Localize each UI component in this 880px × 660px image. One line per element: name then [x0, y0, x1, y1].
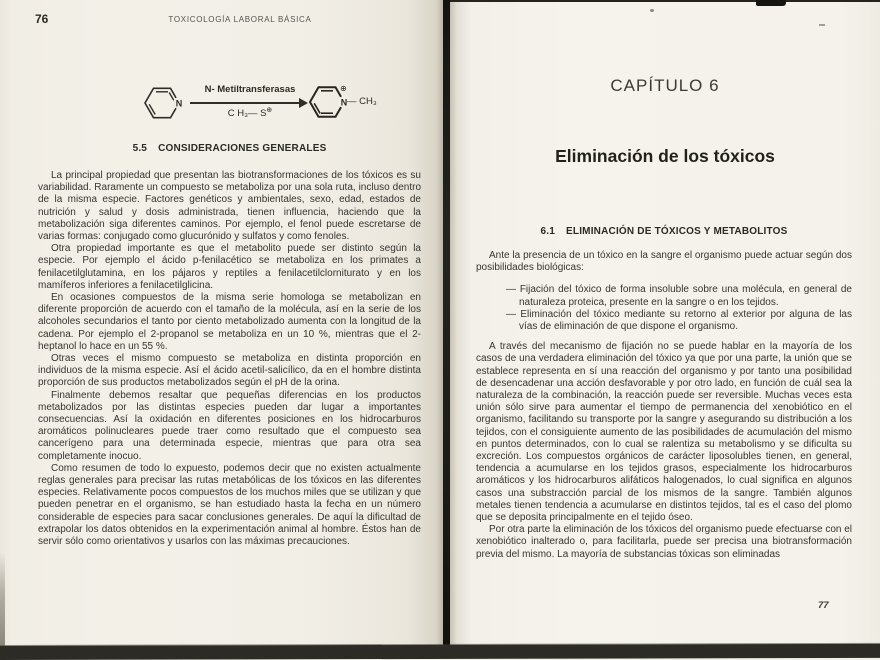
paragraph: A través del mecanismo de fijación no se puede hablar en la mayoría de los casos de una verdadera eliminación del tóxico ya que por una parte, la unión que se establece representa en sí una reacción del organismo y por tanto una posibilidad de desencadenar una acción desfavorable y por otro lado, en función de cuál sea la naturaleza de la combinación, la reacción puede ser reversible. Muchas veces esta unión sólo sirve para aumentar el tiempo de permanencia del xenobiótico en el organismo, facilitando su transporte por la sangre y asegurando su distribución a los tejidos, con el consiguiente aumento de las posibilidades de acumulación del mismo en puntos determinados, con lo cual se ralentiza su metabolismo y se dificulta su excreción. Los compuestos orgánicos de carácter liposolubles tienen, en general, tendencia a acumularse en los tejidos grasos, especialmente los hidrocarburos aromáticos y los hidrocarburos alifáticos halogenados, lo cual significa en algunos casos una substracción parcial de los mismos de la sangre. También algunos metales tienen tendencia a acumularse en distintos tejidos, tal es el caso del plomo que se deposita principalmente en el tejido óseo.	[476, 341, 852, 524]
bullet-item: — Eliminación del tóxico mediante su retorno al exterior por alguna de las vías de eliminación de que dispone el organismo.	[506, 308, 852, 333]
section-title: ELIMINACIÓN DE TÓXICOS Y METABOLITOS	[566, 226, 788, 237]
methyl-group-label: — CH₃	[347, 96, 377, 107]
paragraph: Finalmente debemos resaltar que pequeñas diferencias en los productos metabolizados por las distintas especies pueden dar lugar a importantes consecuencias. Así la oxidación en diferentes posiciones en los hidrocarburos aromáticos polinucleares puede traer como resultado que el compuesto sea cancerígeno para una determinada especie, mientras que para otra sea completamente inocuo.	[38, 389, 421, 462]
page-number-left: 76	[35, 12, 49, 26]
cofactor-label	[180, 106, 320, 119]
right-text-column	[476, 226, 852, 561]
section-number: 5.5	[132, 143, 148, 154]
reaction-arrow-line	[190, 102, 300, 104]
paragraph: La principal propiedad que presentan las biotransformaciones de los tóxicos es su variabilidad. Raramente un compuesto se metaboliza por una sola ruta, incluso dentro de la misma especie. Factores genéticos y ambientales, sexo, edad, estados de nutrición y salud y dosis administrada, tienen influencia, haciendo que la metabolización siga diferentes caminos. Por ejemplo, el fenol puede escretarse de varias formas: conjugado como glucurónido y sulfatos y como fenoles.	[38, 170, 421, 243]
bullet-item: — Fijación del tóxico de forma insoluble sobre una molécula, en general de naturaleza proteica, presente en la sangre o en los tejidos.	[506, 284, 852, 308]
nitrogen-atom-label: N	[175, 98, 183, 109]
plus-charge-icon: ⊕	[266, 107, 273, 114]
paragraph: Otra propiedad importante es que el metabolito puede ser distinto según la especie. Por ejemplo el ácido p-fenilacético se metaboliza en los primates a fenilacetilglutamina, en los pájaros y reptiles a fenilacetilclorniturato y en los mamíferos inferiores a fenilacetilglicina.	[38, 243, 421, 291]
intro-paragraph: Ante la presencia de un tóxico en la sangre el organismo puede actuar según dos posibilidades biológicas:	[476, 250, 852, 274]
pyridine-ring-icon	[138, 79, 186, 127]
section-heading-6-1	[476, 226, 852, 237]
scan-speck	[819, 24, 825, 26]
page-number-right: 77	[818, 600, 829, 611]
plus-charge-icon: ⊕	[340, 84, 347, 93]
book-gutter	[443, 0, 450, 648]
left-scan-edge	[0, 552, 5, 646]
chapter-title: Eliminación de los tóxicos	[555, 146, 775, 166]
body-text-left	[38, 170, 421, 548]
bullet-list	[476, 284, 852, 333]
paragraph: Otras veces el mismo compuesto se metaboliza en distinta proporción en individuos de la misma especie. Así el ácido acetil-salicílico, da en el hombre distinta proporción de sus productos metabolizados según el pH de la orina.	[38, 353, 421, 389]
cofactor-formula: C H₃— S	[227, 108, 267, 120]
running-head: TOXICOLOGÍA LABORAL BÁSICA	[168, 15, 312, 24]
body-text-right	[476, 341, 852, 561]
paragraph: En ocasiones compuestos de la misma serie homologa se metabolizan en diferente proporción de acuerdo con el tamaño de la molécula, así en la serie de los alcoholes secundarios el tanto por ciento metabolizado aumenta con la longitud de la cadena. Por ejemplo el 2-propanol se metaboliza en un 10 %, mientras que el 2-heptanol lo hace en un 55 %.	[38, 292, 421, 352]
enzyme-label: N- Metiltransferasas	[204, 84, 296, 95]
paragraph: Como resumen de todo lo expuesto, podemos decir que no existen actualmente reglas generales para precisar las rutas metabólicas de los tóxicos en las diferentes especies. Relativamente pocos compuestos de los muchos miles que se utilizan y que pueden penetrar en el organismo, se han estudiado hasta la fecha en un número considerable de especies para sacar conclusiones generales. De aquí la dificultad de extrapolar los datos obtenidos en la experimentación animal al hombre. Éstos han de servir sólo como orientativos y usarlos con las máximas precauciones.	[38, 462, 421, 548]
top-scan-edge	[450, 0, 880, 2]
page-right	[450, 0, 880, 658]
corner-scan-mark	[756, 0, 786, 6]
paragraph: Por otra parte la eliminación de los tóxicos del organismo puede efectuarse con el xenobiótico inalterado o, para facilitarla, puede ser precisa una biotransformación previa del mismo. La mayoría de substancias tóxicas son eliminadas	[476, 524, 852, 560]
section-title: CONSIDERACIONES GENERALES	[158, 143, 327, 154]
section-heading-5-5	[38, 143, 421, 154]
nitrogen-atom-label: N	[340, 97, 348, 108]
section-number: 6.1	[540, 226, 556, 237]
reaction-scheme	[135, 73, 395, 135]
left-text-column	[38, 143, 421, 548]
scan-speck	[650, 9, 654, 12]
chapter-label: CAPÍTULO 6	[610, 76, 720, 95]
